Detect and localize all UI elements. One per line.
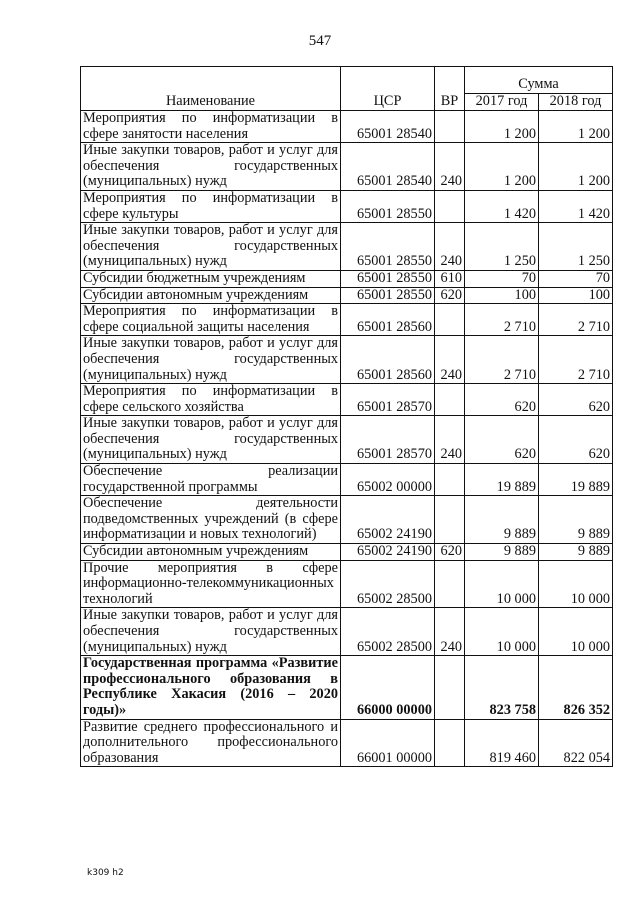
table-row [81,223,613,271]
header-sum: Сумма [465,67,613,94]
row-sum-2017: 70 [465,270,539,287]
row-sum-2017: 819 460 [465,719,539,767]
row-vr: 240 [435,336,465,384]
row-csr: 65001 28550 [341,270,435,287]
row-name: Субсидии бюджетным учреждениям [81,270,341,287]
row-csr: 65002 28500 [341,560,435,608]
row-sum-2017: 9 889 [465,544,539,561]
row-name: Развитие среднего профессионального и дополнительного профессионального образования [81,719,341,767]
header-year-2018: 2018 год [539,94,613,111]
table-row [81,384,613,416]
row-sum-2018: 9 889 [539,544,613,561]
row-name: Мероприятия по информатизации в сфере занятости населения [81,111,341,143]
table-row [81,287,613,304]
row-name: Иные закупки товаров, работ и услуг для обеспечения государственных (муниципальных) нужд [81,143,341,191]
row-name: Прочие мероприятия в сфере информационно-телекоммуникационных технологий [81,560,341,608]
table-row [81,143,613,191]
row-vr [435,464,465,496]
table-row [81,608,613,656]
row-name: Мероприятия по информатизации в сфере социальной защиты населения [81,304,341,336]
table-row [81,416,613,464]
row-vr: 240 [435,416,465,464]
row-name: Обеспечение реализации государственной программы [81,464,341,496]
row-sum-2018: 1 420 [539,190,613,222]
table-row [81,190,613,222]
row-sum-2018: 2 710 [539,304,613,336]
row-sum-2018: 10 000 [539,608,613,656]
row-sum-2018: 826 352 [539,656,613,719]
row-sum-2017: 2 710 [465,304,539,336]
table-row [81,496,613,544]
row-sum-2018: 822 054 [539,719,613,767]
table-row [81,111,613,143]
row-csr: 66000 00000 [341,656,435,719]
row-csr: 65001 28550 [341,287,435,304]
row-csr: 65001 28560 [341,336,435,384]
row-sum-2017: 10 000 [465,608,539,656]
row-sum-2018: 70 [539,270,613,287]
budget-table [80,66,613,767]
row-csr: 65001 28550 [341,190,435,222]
row-sum-2018: 1 200 [539,143,613,191]
table-row [81,544,613,561]
row-sum-2017: 620 [465,416,539,464]
row-name: Иные закупки товаров, работ и услуг для обеспечения государственных (муниципальных) нужд [81,416,341,464]
row-csr: 65001 28570 [341,416,435,464]
row-vr: 620 [435,287,465,304]
row-csr: 65002 24190 [341,496,435,544]
row-vr: 240 [435,608,465,656]
row-sum-2017: 2 710 [465,336,539,384]
row-name: Иные закупки товаров, работ и услуг для обеспечения государственных (муниципальных) нужд [81,336,341,384]
row-vr: 240 [435,223,465,271]
row-sum-2017: 9 889 [465,496,539,544]
table-row [81,464,613,496]
row-name: Иные закупки товаров, работ и услуг для обеспечения государственных (муниципальных) нужд [81,223,341,271]
table-row [81,560,613,608]
row-csr: 65001 28570 [341,384,435,416]
table-row [81,719,613,767]
row-csr: 65002 00000 [341,464,435,496]
row-csr: 65001 28550 [341,223,435,271]
page-number: 547 [308,33,332,49]
header-name: Наименование [81,67,341,111]
row-sum-2017: 1 250 [465,223,539,271]
row-sum-2018: 9 889 [539,496,613,544]
row-vr [435,560,465,608]
header-csr: ЦСР [341,67,435,111]
row-sum-2017: 1 420 [465,190,539,222]
row-sum-2017: 823 758 [465,656,539,719]
row-csr: 65001 28540 [341,111,435,143]
row-sum-2018: 1 200 [539,111,613,143]
row-vr [435,304,465,336]
row-sum-2018: 1 250 [539,223,613,271]
header-year-2017: 2017 год [465,94,539,111]
row-vr [435,190,465,222]
row-name: Субсидии автономным учреждениям [81,287,341,304]
row-name: Иные закупки товаров, работ и услуг для обеспечения государственных (муниципальных) нужд [81,608,341,656]
header-row [81,67,613,94]
row-name: Мероприятия по информатизации в сфере культуры [81,190,341,222]
row-name: Обеспечение деятельности подведомственных учреждений (в сфере информатизации и новых технологий) [81,496,341,544]
row-vr: 620 [435,544,465,561]
row-vr [435,656,465,719]
header-vr: ВР [435,67,465,111]
row-name: Государственная программа «Развитие профессионального образования в Республике Хакасия (2016 – 2020 годы)» [81,656,341,719]
row-vr: 610 [435,270,465,287]
row-sum-2017: 620 [465,384,539,416]
table-row [81,336,613,384]
row-sum-2018: 10 000 [539,560,613,608]
row-vr [435,111,465,143]
row-vr [435,719,465,767]
footer-code: k309 h2 [87,868,124,878]
row-csr: 66001 00000 [341,719,435,767]
row-csr: 65002 24190 [341,544,435,561]
table-row [81,270,613,287]
row-sum-2018: 19 889 [539,464,613,496]
row-sum-2018: 2 710 [539,336,613,384]
row-csr: 65002 28500 [341,608,435,656]
row-sum-2018: 100 [539,287,613,304]
row-sum-2017: 1 200 [465,143,539,191]
table-row [81,304,613,336]
row-name: Мероприятия по информатизации в сфере сельского хозяйства [81,384,341,416]
row-sum-2017: 19 889 [465,464,539,496]
row-csr: 65001 28560 [341,304,435,336]
row-vr [435,496,465,544]
row-csr: 65001 28540 [341,143,435,191]
row-vr [435,384,465,416]
row-vr: 240 [435,143,465,191]
row-sum-2017: 10 000 [465,560,539,608]
row-name: Субсидии автономным учреждениям [81,544,341,561]
row-sum-2018: 620 [539,416,613,464]
row-sum-2017: 1 200 [465,111,539,143]
row-sum-2017: 100 [465,287,539,304]
row-sum-2018: 620 [539,384,613,416]
table-row [81,656,613,719]
